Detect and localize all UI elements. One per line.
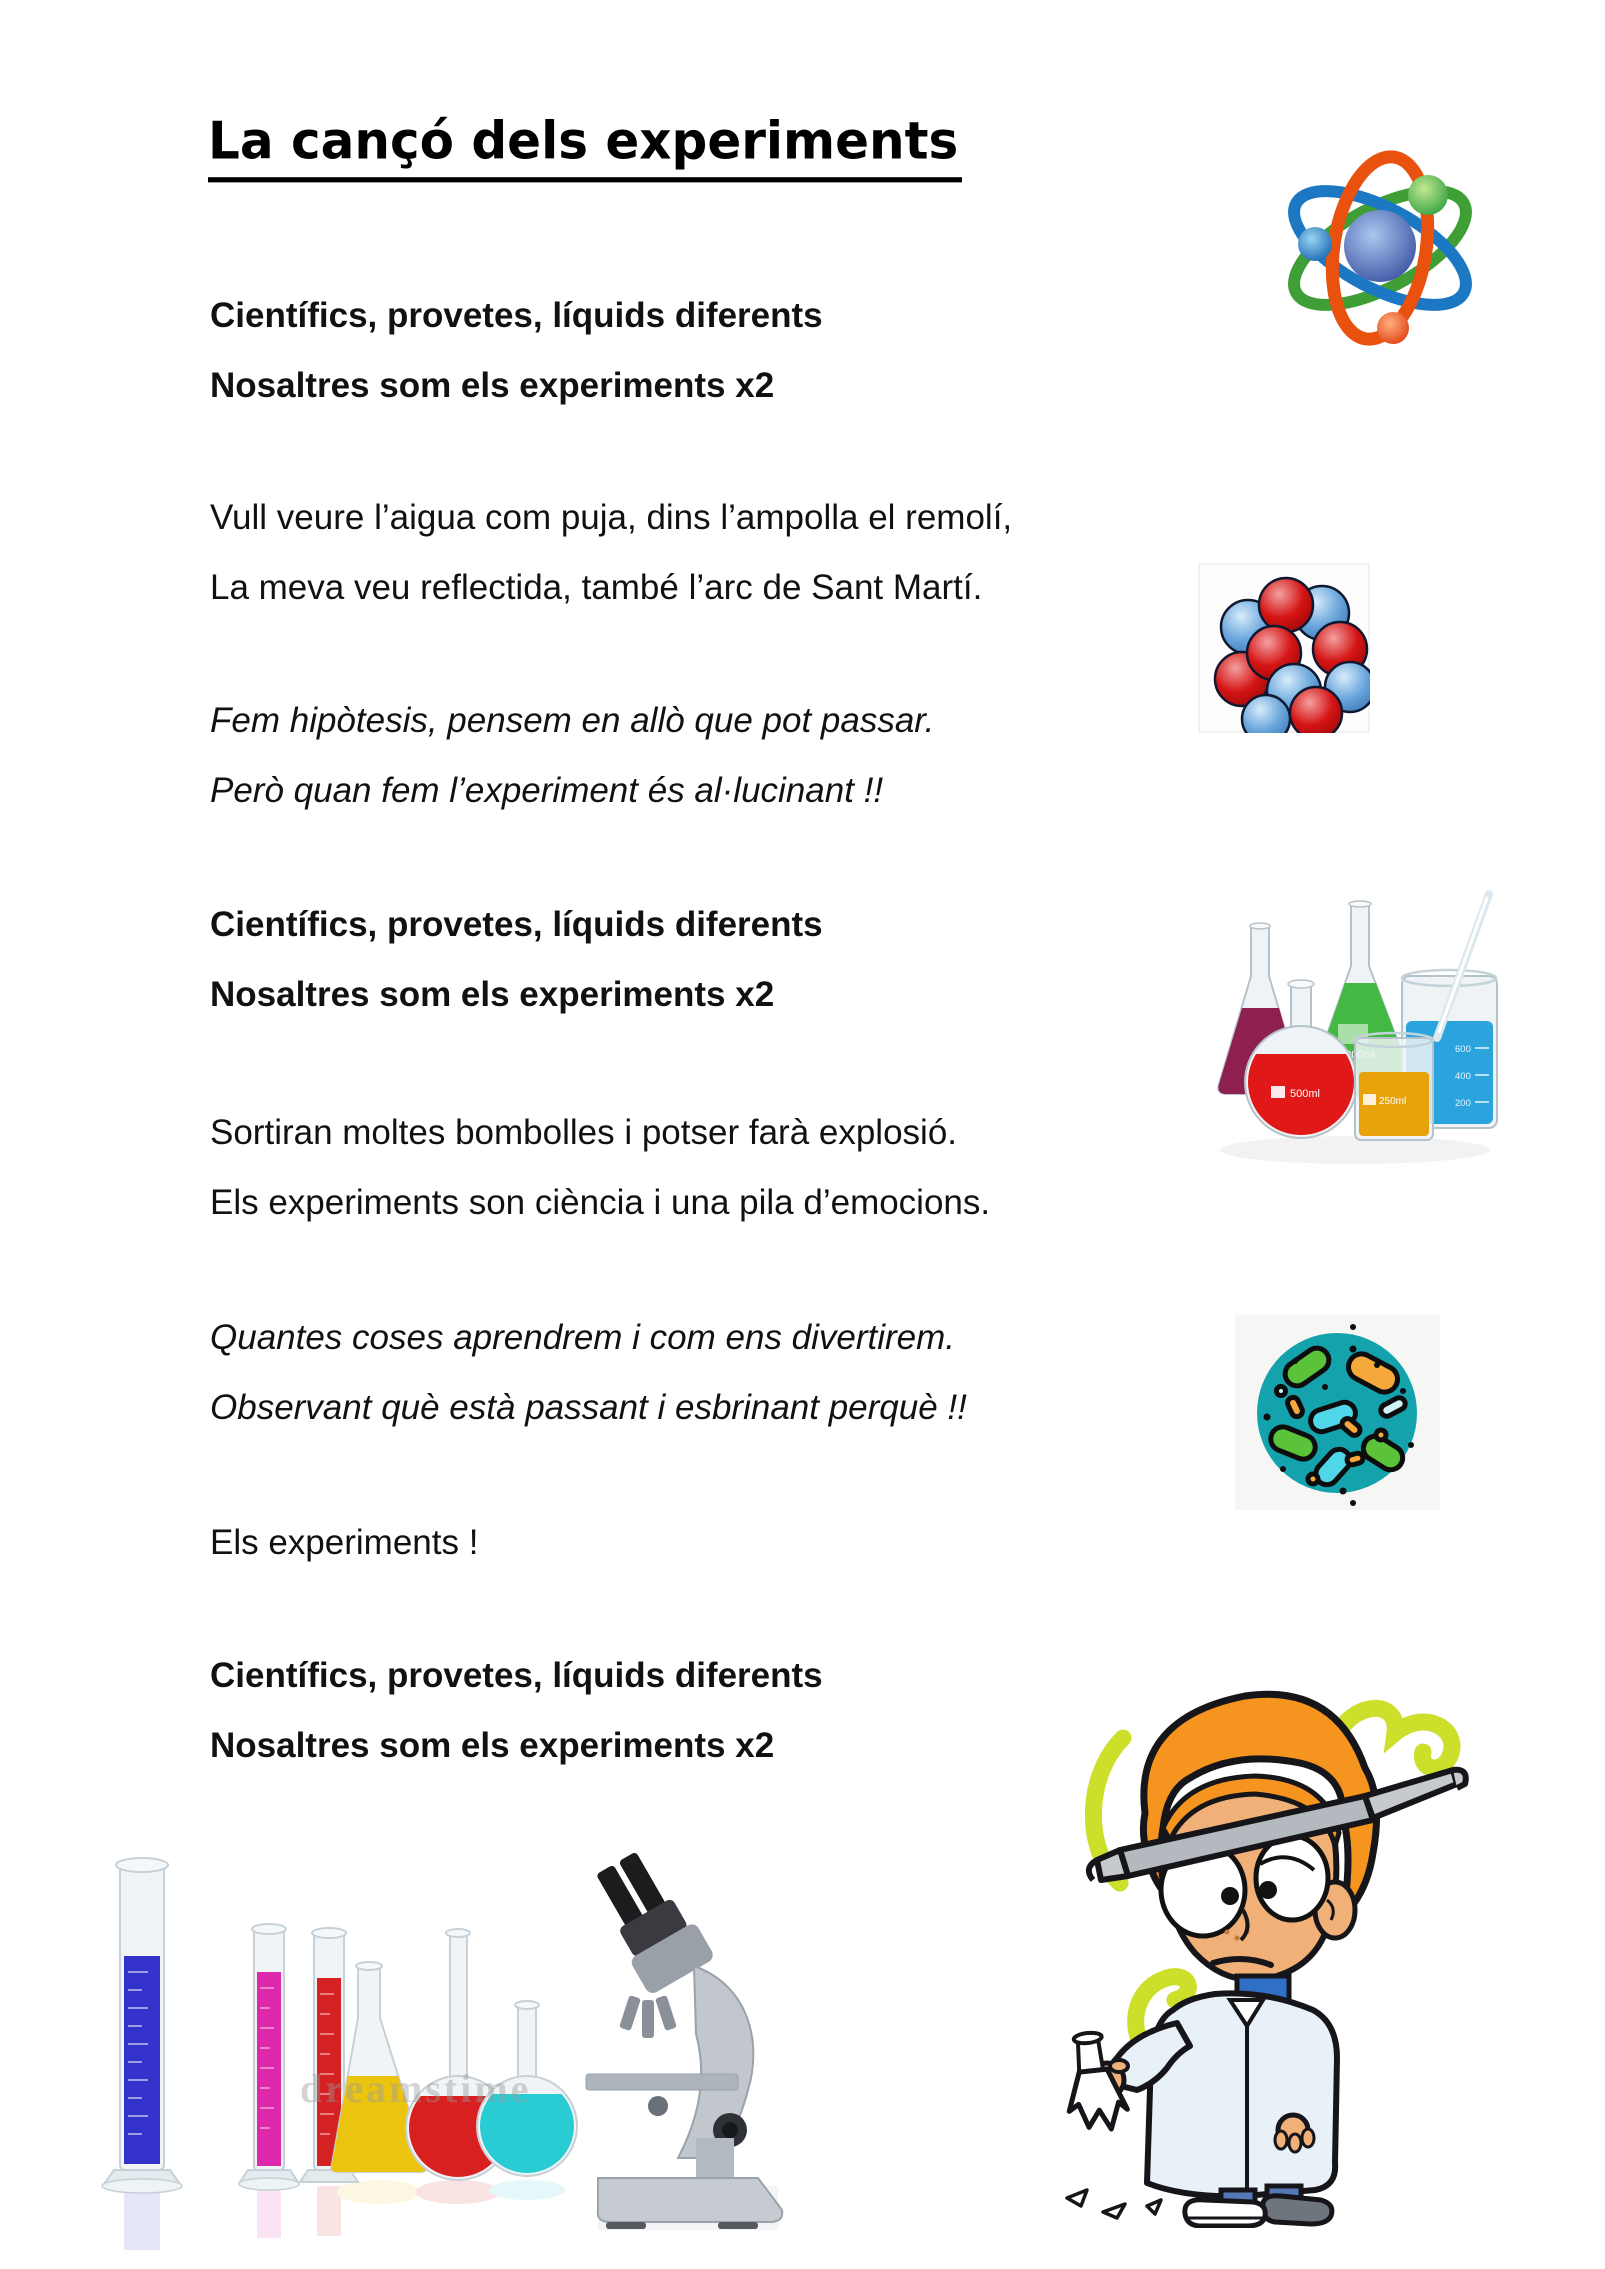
molecule-icon <box>1198 563 1370 733</box>
chorus-stanza-3 <box>210 1641 823 1781</box>
lyric-line: Científics, provetes, líquids diferents <box>210 905 823 944</box>
lyric-line: Fem hipòtesis, pensem en allò que pot passar. <box>210 701 935 740</box>
microscope-icon <box>584 1844 782 2229</box>
lyric-line: Els experiments son ciència i una pila d’emocions. <box>210 1183 991 1222</box>
glassware-illustration <box>1205 888 1505 1173</box>
beaker-tick-label: 600 <box>1455 1044 1471 1055</box>
lyric-line: Quantes coses aprendrem i com ens divertirem. <box>210 1318 956 1357</box>
atom-illustration <box>1275 148 1485 353</box>
page-title: La cançó dels experiments <box>208 111 962 183</box>
lyric-line: Però quan fem l’experiment és al·lucinant !! <box>210 771 884 810</box>
beaker-volume-label: 250ml <box>1379 1096 1407 1107</box>
chorus-stanza-2 <box>210 890 823 1030</box>
petri-dish-icon <box>1235 1315 1440 1510</box>
lab-bench-icon <box>58 1838 793 2263</box>
lyric-line: Nosaltres som els experiments x2 <box>210 366 775 405</box>
lab-bench-illustration <box>58 1838 793 2263</box>
scientist-boy-icon <box>1005 1638 1495 2228</box>
lyric-line: Observant què està passant i esbrinant perquè !! <box>210 1388 967 1427</box>
lyric-line: Els experiments ! <box>210 1523 479 1562</box>
nucleus-illustration <box>1198 563 1370 733</box>
scientist-boy-illustration <box>1005 1638 1495 2228</box>
lyric-line: Vull veure l’aigua com puja, dins l’ampolla el remolí, <box>210 498 1013 537</box>
microbes-illustration <box>1235 1315 1440 1510</box>
verse-stanza-4 <box>210 1303 967 1443</box>
beaker-tick-label: 200 <box>1455 1098 1471 1109</box>
outro-line <box>210 1508 478 1578</box>
lyric-line: Científics, provetes, líquids diferents <box>210 1656 823 1695</box>
chorus-stanza-1 <box>210 281 823 421</box>
watermark: dreamstime <box>300 2066 532 2111</box>
flask-volume-label: 500ml <box>1290 1088 1320 1100</box>
lyric-line: Nosaltres som els experiments x2 <box>210 1726 775 1765</box>
lyric-line: Sortiran moltes bombolles i potser farà explosió. <box>210 1113 958 1152</box>
verse-stanza-1 <box>210 483 1012 623</box>
lyric-line: Científics, provetes, líquids diferents <box>210 296 823 335</box>
lyric-line: Nosaltres som els experiments x2 <box>210 975 775 1014</box>
atom-icon <box>1275 148 1485 353</box>
lyric-line: La meva veu reflectida, també l’arc de Sant Martí. <box>210 568 983 607</box>
verse-stanza-2 <box>210 686 934 826</box>
verse-stanza-3 <box>210 1098 990 1238</box>
beakers-icon <box>1205 888 1505 1173</box>
beaker-tick-label: 400 <box>1455 1071 1471 1082</box>
